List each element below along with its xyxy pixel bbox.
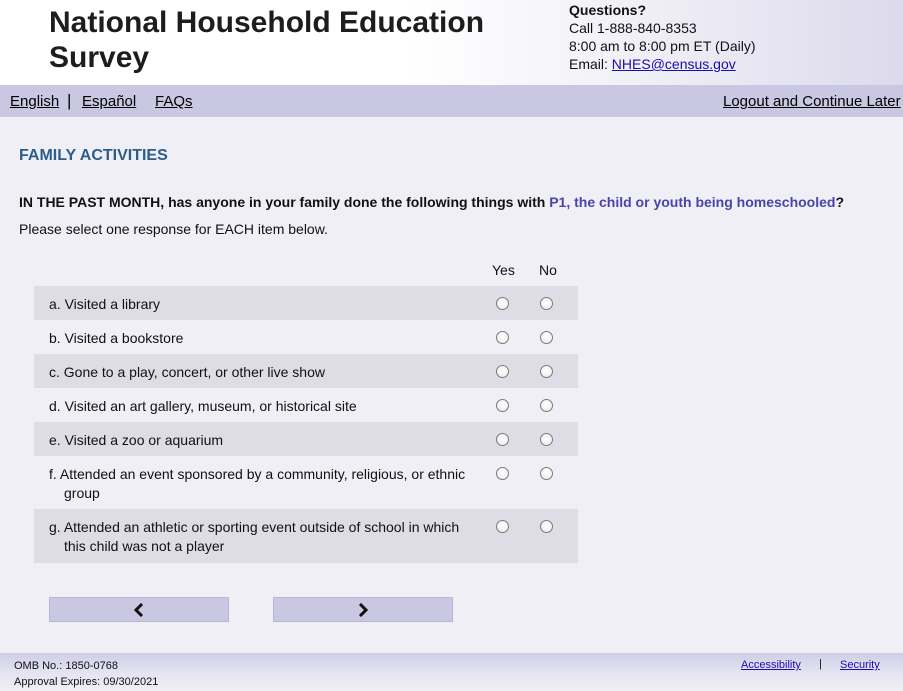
yes-radio[interactable] bbox=[496, 365, 509, 378]
footer-separator: | bbox=[819, 658, 822, 670]
no-radio[interactable] bbox=[540, 399, 553, 412]
item-row-c bbox=[34, 354, 578, 388]
item-row-e bbox=[34, 422, 578, 456]
previous-button[interactable] bbox=[49, 597, 229, 622]
page-header bbox=[0, 0, 903, 85]
no-radio[interactable] bbox=[540, 331, 553, 344]
english-link[interactable]: English bbox=[10, 93, 60, 110]
email-label: Email: bbox=[569, 56, 608, 72]
no-column-header: No bbox=[539, 262, 557, 278]
item-label: f. Attended an event sponsored by a community, religious, or ethnic group bbox=[49, 466, 466, 501]
phone-number: Call 1-888-840-8353 bbox=[569, 20, 697, 36]
questions-label: Questions? bbox=[569, 2, 647, 18]
instruction-text: Please select one response for EACH item below. bbox=[19, 221, 328, 237]
chevron-right-icon bbox=[357, 603, 369, 617]
no-radio[interactable] bbox=[540, 467, 553, 480]
item-row-b bbox=[34, 320, 578, 354]
activities-grid bbox=[34, 286, 578, 563]
site-title: National Household Education Survey bbox=[49, 6, 485, 74]
yes-radio[interactable] bbox=[496, 433, 509, 446]
next-button[interactable] bbox=[273, 597, 453, 622]
child-reference: P1, the child or youth being homeschooled bbox=[549, 194, 836, 210]
page-footer bbox=[0, 653, 903, 691]
yes-radio[interactable] bbox=[496, 399, 509, 412]
item-label: b. Visited a bookstore bbox=[49, 330, 184, 346]
omb-number: OMB No.: 1850-0768 bbox=[14, 660, 118, 672]
yes-radio[interactable] bbox=[496, 331, 509, 344]
item-label: d. Visited an art gallery, museum, or historical site bbox=[49, 398, 357, 414]
approval-expiration: Approval Expires: 09/30/2021 bbox=[14, 676, 159, 688]
espanol-link[interactable]: Español bbox=[82, 93, 137, 110]
item-label: e. Visited a zoo or aquarium bbox=[49, 432, 224, 448]
security-link[interactable]: Security bbox=[840, 659, 880, 671]
email-link[interactable]: NHES@census.gov bbox=[611, 56, 736, 72]
email-line bbox=[569, 55, 755, 73]
nav-separator: | bbox=[67, 91, 72, 110]
no-radio[interactable] bbox=[540, 297, 553, 310]
item-row-g bbox=[34, 509, 578, 563]
contact-info bbox=[569, 1, 755, 73]
question-prefix: IN THE PAST MONTH, has anyone in your family done the following things with bbox=[19, 194, 546, 210]
accessibility-link[interactable]: Accessibility bbox=[741, 659, 801, 671]
yes-column-header: Yes bbox=[492, 262, 515, 278]
logout-link[interactable]: Logout and Continue Later bbox=[723, 93, 901, 110]
item-row-a bbox=[34, 286, 578, 320]
no-radio[interactable] bbox=[540, 520, 553, 533]
item-label: g. Attended an athletic or sporting event outside of school in which this child was not a player bbox=[49, 519, 460, 554]
item-row-f bbox=[34, 456, 578, 509]
no-radio[interactable] bbox=[540, 433, 553, 446]
yes-radio[interactable] bbox=[496, 520, 509, 533]
no-radio[interactable] bbox=[540, 365, 553, 378]
item-label: c. Gone to a play, concert, or other live show bbox=[49, 364, 325, 380]
yes-radio[interactable] bbox=[496, 467, 509, 480]
item-row-d bbox=[34, 388, 578, 422]
section-title: FAMILY ACTIVITIES bbox=[19, 147, 168, 164]
support-hours: 8:00 am to 8:00 pm ET (Daily) bbox=[569, 38, 756, 54]
chevron-left-icon bbox=[133, 603, 145, 617]
item-label: a. Visited a library bbox=[49, 296, 161, 312]
yes-radio[interactable] bbox=[496, 297, 509, 310]
question-text bbox=[19, 194, 844, 210]
omb-info bbox=[14, 658, 158, 690]
question-suffix: ? bbox=[835, 194, 845, 210]
nav-bar bbox=[0, 85, 903, 117]
faqs-link[interactable]: FAQs bbox=[155, 93, 193, 110]
